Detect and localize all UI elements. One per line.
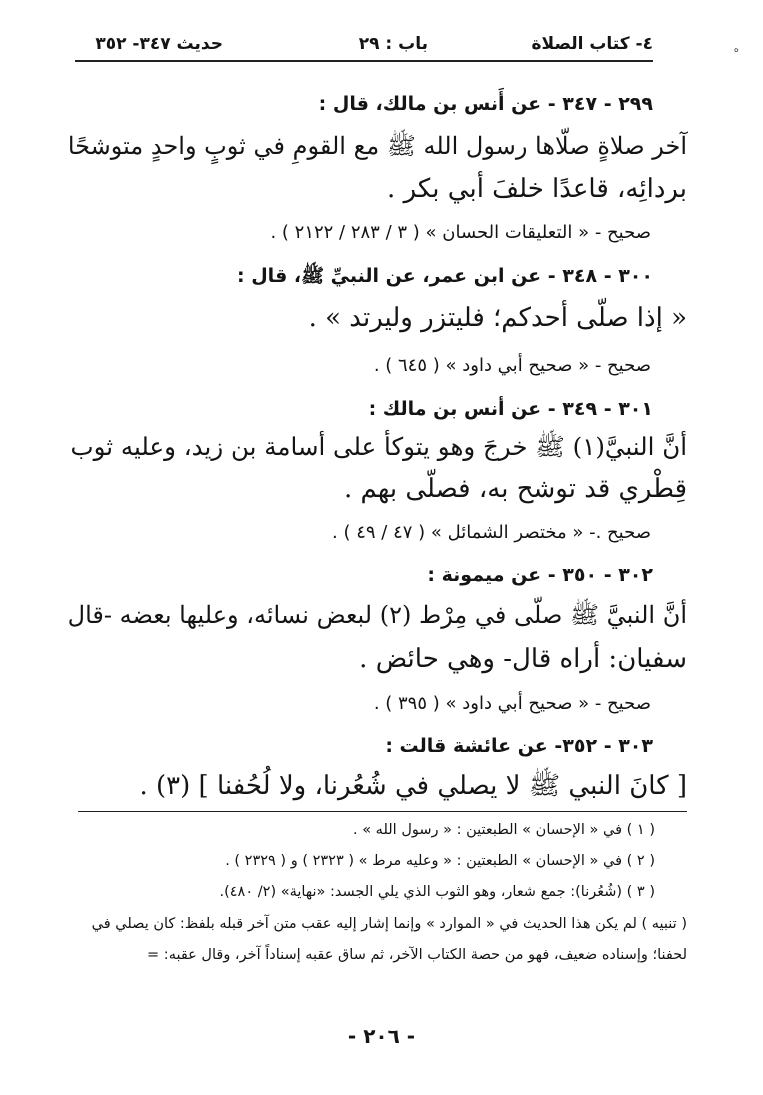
grading-line: صحيح .- « مختصر الشمائل » ( ٤٧ / ٤٩ ) . — [332, 522, 651, 543]
header-rule — [75, 60, 653, 62]
hadith-heading-301: ٣٠١ - ٣٤٩ - عن أنس بن مالك : — [368, 398, 653, 420]
hadith-text-line: قِطْري قد توشح به، فصلّى بهم . — [344, 474, 687, 504]
hadith-text-line: بردائِه، قاعدًا خلفَ أبي بكر . — [387, 174, 687, 204]
footnote-rule — [78, 811, 687, 812]
footnote-1: ( ١ ) في « الإحسان » الطبعتين : « رسول الله » . — [352, 822, 655, 838]
hadith-heading-303: ٣٠٣ - ٣٥٢- عن عائشة قالت : — [385, 735, 653, 757]
running-header-book: ٤- كتاب الصلاة — [531, 34, 653, 54]
hadith-text-line: سفيان: أراه قال- وهي حائض . — [359, 644, 687, 674]
running-header-chapter: باب : ٢٩ — [358, 34, 428, 54]
footnote-3: ( ٣ ) (شُعُرنا): جمع شعار، وهو الثوب الذي يلي الجسد: «نهاية» (٢/ ٤٨٠). — [219, 884, 655, 900]
hadith-text-line: آخر صلاةٍ صلّاها رسول الله ﷺ مع القومِ في ثوبٍ واحدٍ متوشحًا — [67, 132, 687, 160]
hadith-heading-299: ٢٩٩ - ٣٤٧ - عن أَنس بن مالك، قال : — [318, 93, 653, 115]
hadith-text-line: [ كانَ النبي ﷺ لا يصلي في شُعُرنا، ولا لُحُفنا ] (٣) . — [139, 771, 687, 801]
page-number: - ٢٠٦ - — [347, 1024, 416, 1048]
hadith-text-line: أنَّ النبيَّ(١) ﷺ خرجَ وهو يتوكأ على أسامة بن زيد، وعليه ثوب — [70, 432, 687, 461]
grading-line: صحيح - « التعليقات الحسان » ( ٣ / ٢٨٣ / ٢١٢٢ ) . — [270, 222, 651, 243]
grading-line: صحيح - « صحيح أبي داود » ( ٣٩٥ ) . — [373, 693, 651, 714]
running-header-hadith-range: حديث ٣٤٧- ٣٥٢ — [95, 34, 223, 54]
footnote-2: ( ٢ ) في « الإحسان » الطبعتين : « وعليه مرط » ( ٢٣٢٣ ) و ( ٢٣٢٩ ) . — [225, 853, 655, 869]
hadith-text-line: « إذا صلّى أحدكم؛ فليتزر وليرتد » . — [308, 303, 687, 333]
footnote-note-line-2: لحفنا؛ وإسناده ضعيف، فهو من حصة الكتاب الآخر، ثم ساق عقبه إسناداً آخر، وقال عقبه: = — [147, 947, 687, 963]
hadith-text-line: أنَّ النبيَّ ﷺ صلّى في مِرْط (٢) لبعض نسائه، وعليها بعضه -قال — [67, 601, 687, 629]
corner-mark: ه — [733, 44, 739, 55]
hadith-heading-302: ٣٠٢ - ٣٥٠ - عن ميمونة : — [427, 564, 653, 586]
hadith-heading-300: ٣٠٠ - ٣٤٨ - عن ابن عمر، عن النبيِّ ﷺ، قال : — [236, 265, 653, 287]
footnote-note-line-1: ( تنبيه ) لم يكن هذا الحديث في « الموارد » وإنما إشار إليه عقب متن آخر قبله بلفظ: كان يصلي في — [91, 916, 687, 932]
grading-line: صحيح - « صحيح أبي داود » ( ٦٤٥ ) . — [373, 355, 651, 376]
